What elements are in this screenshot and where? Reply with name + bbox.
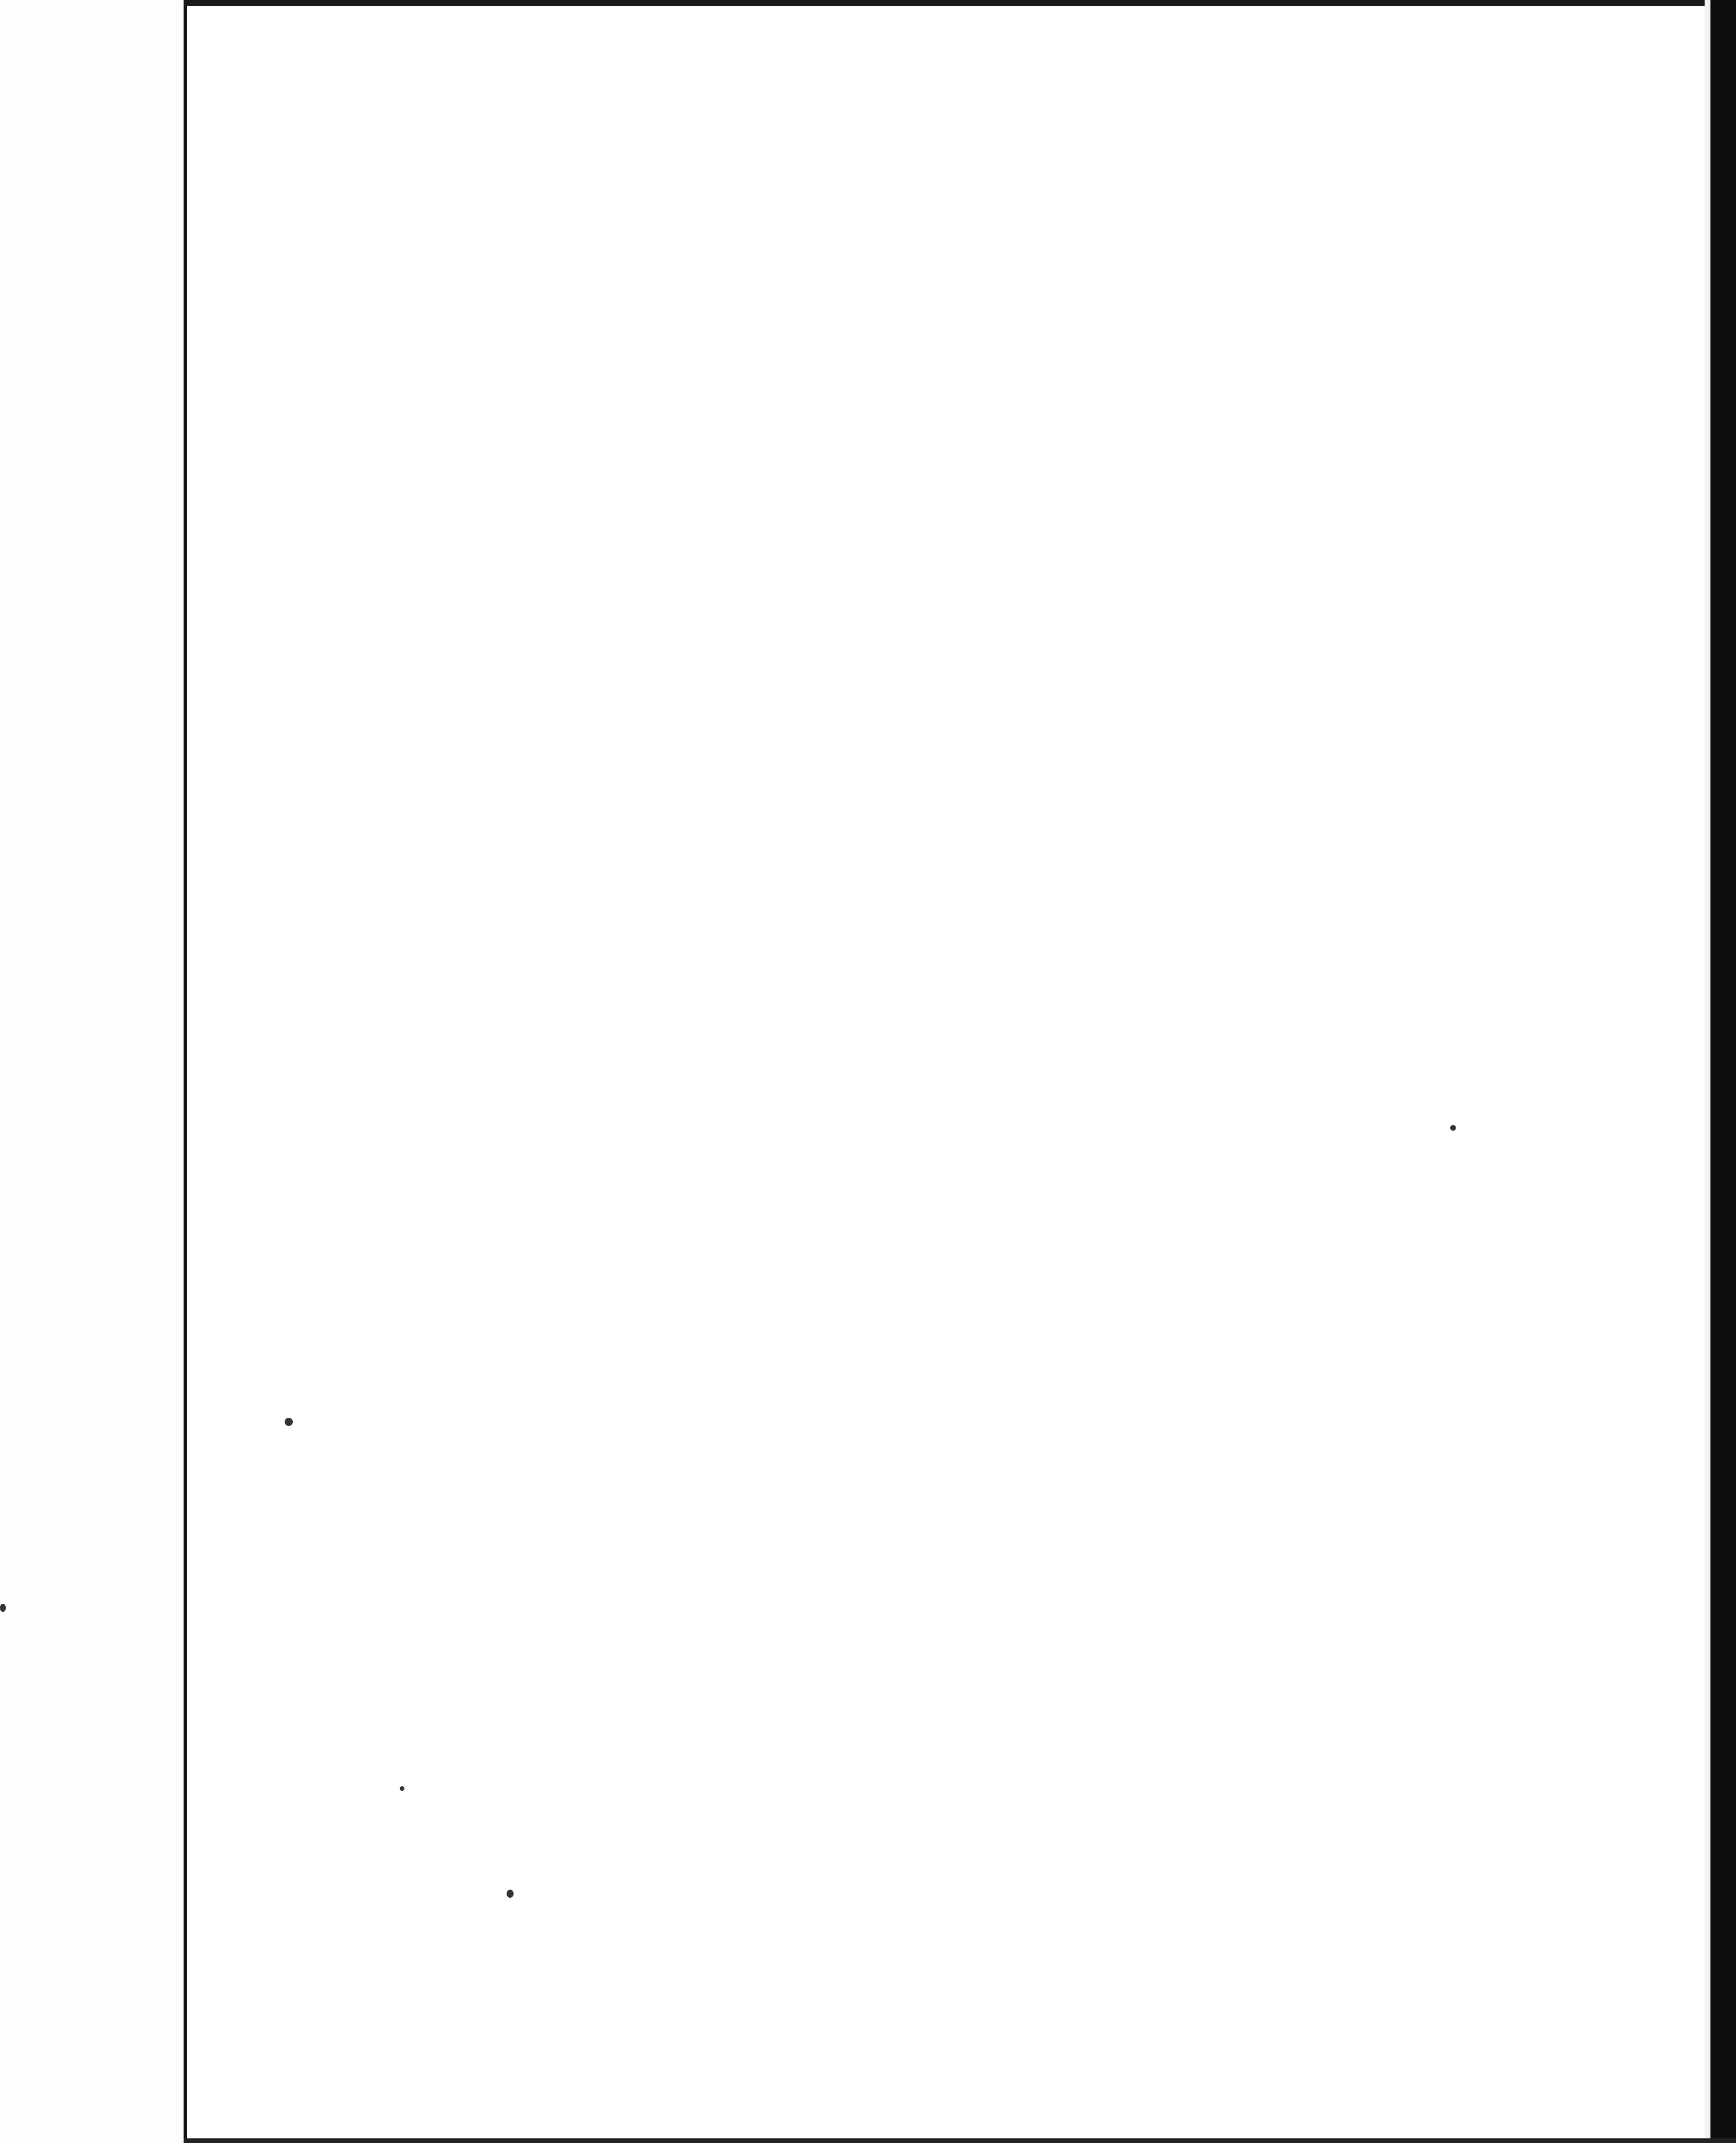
- quote-line: [383, 221, 1348, 259]
- scan-speck: [1450, 1125, 1456, 1131]
- scan-bottom-edge: [184, 2138, 1736, 2143]
- quote-line: [383, 180, 1348, 221]
- scan-right-edge: [1710, 0, 1736, 2143]
- document-page: [383, 172, 1348, 306]
- scan-left-margin: [0, 0, 187, 2143]
- scan-right-inner-edge: [1705, 0, 1710, 2143]
- scan-speck: [507, 1890, 514, 1898]
- scan-speck: [400, 1786, 404, 1791]
- scan-top-edge: [184, 0, 1736, 6]
- scan-speck: [285, 1418, 293, 1426]
- scan-speck: [0, 1604, 6, 1612]
